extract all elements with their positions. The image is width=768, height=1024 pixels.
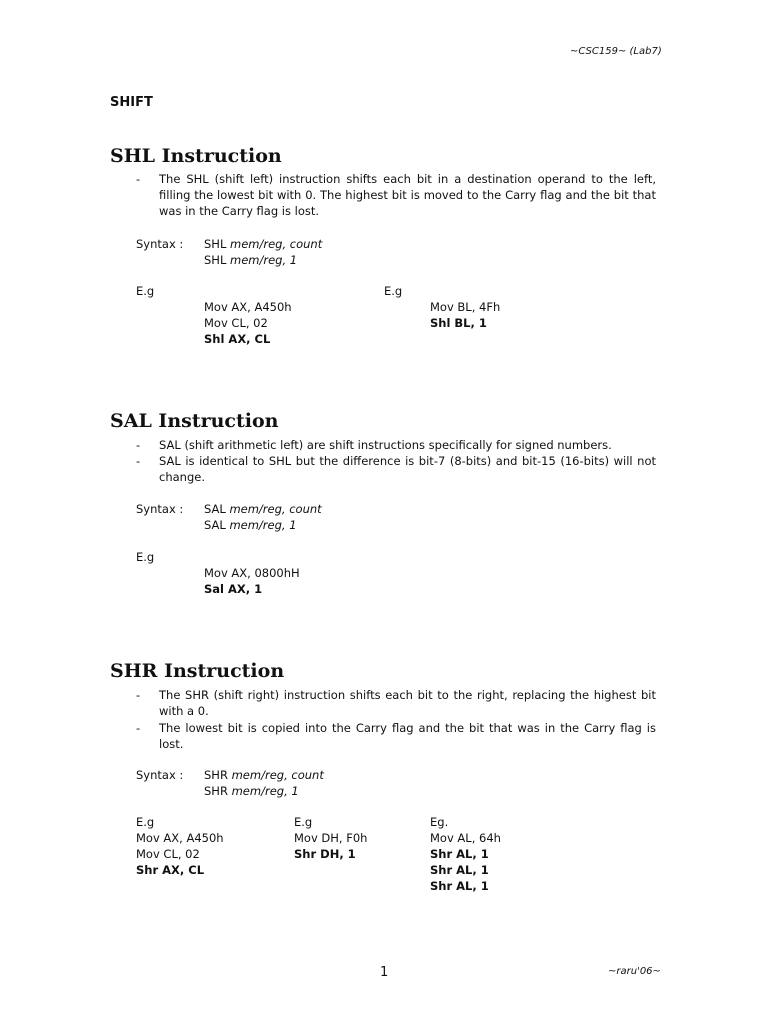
shr-heading: SHR Instruction — [110, 660, 285, 682]
shl-syntax-label: Syntax : — [136, 237, 184, 251]
syntax-args: mem/reg, 1 — [231, 784, 299, 798]
code-line: Mov CL, 02 — [136, 847, 200, 861]
sal-heading: SAL Instruction — [110, 410, 279, 432]
syntax-op: SHL — [204, 237, 227, 251]
bullet-dash: - — [136, 721, 141, 735]
syntax-args: mem/reg, count — [231, 768, 324, 782]
syntax-op: SAL — [204, 518, 226, 532]
shl-syntax-line-1 — [204, 236, 322, 252]
page-number: 1 — [380, 965, 389, 980]
shl-bullet-1 — [136, 171, 656, 221]
sal-syntax-label: Syntax : — [136, 502, 184, 516]
course-header: ~CSC159~ (Lab7) — [570, 46, 662, 57]
syntax-op: SHL — [204, 253, 227, 267]
code-line: Mov AX, A450h — [136, 831, 224, 845]
sal-syntax-line-1 — [204, 501, 322, 517]
shr-syntax-label: Syntax : — [136, 768, 184, 782]
code-line: Mov BL, 4Fh — [430, 300, 501, 314]
code-line: Shr AX, CL — [136, 863, 205, 877]
syntax-op: SHR — [204, 768, 228, 782]
syntax-args: mem/reg, 1 — [230, 253, 298, 267]
shr-example-3-label: Eg. — [430, 815, 449, 829]
shr-bullet-2 — [136, 720, 656, 754]
document-title: SHIFT — [110, 95, 153, 110]
bullet-dash: - — [136, 172, 141, 186]
code-line: Mov AL, 64h — [430, 831, 501, 845]
syntax-op: SAL — [204, 502, 226, 516]
shl-heading: SHL Instruction — [110, 145, 282, 167]
shl-example-2-label: E.g — [384, 284, 403, 298]
bullet-text: SAL is identical to SHL but the difference is bit-7 (8-bits) and bit-15 (16-bits) will not change. — [159, 454, 656, 484]
sal-bullet-1 — [136, 437, 656, 453]
code-line: Mov CL, 02 — [204, 316, 268, 330]
code-line: Shl AX, CL — [204, 332, 271, 346]
shr-syntax-line-1 — [204, 767, 324, 783]
code-line: Sal AX, 1 — [204, 582, 263, 596]
syntax-args: mem/reg, count — [230, 237, 323, 251]
bullet-dash: - — [136, 438, 141, 452]
syntax-op: SHR — [204, 784, 228, 798]
code-line: Shr DH, 1 — [294, 847, 356, 861]
bullet-text: The SHR (shift right) instruction shifts each bit to the right, replacing the highest bit with a 0. — [159, 688, 656, 718]
sal-syntax-line-2 — [204, 517, 297, 533]
bullet-dash: - — [136, 688, 141, 702]
shl-example-1-label: E.g — [136, 284, 155, 298]
bullet-text: The SHL (shift left) instruction shifts each bit in a destination operand to the left, filling the lowest bit with 0. The highest bit is moved to the Carry flag and the bit that was in the Carry flag is lost. — [159, 172, 656, 218]
bullet-text: SAL (shift arithmetic left) are shift instructions specifically for signed numbers. — [159, 438, 612, 452]
code-line: Shr AL, 1 — [430, 847, 489, 861]
shr-bullet-1 — [136, 687, 656, 721]
shl-syntax-line-2 — [204, 252, 297, 268]
code-line: Mov AX, 0800hH — [204, 566, 300, 580]
bullet-dash: - — [136, 454, 141, 468]
code-line: Shr AL, 1 — [430, 879, 489, 893]
shr-example-1-label: E.g — [136, 815, 155, 829]
shr-example-2-label: E.g — [294, 815, 313, 829]
code-line: Shl BL, 1 — [430, 316, 487, 330]
syntax-args: mem/reg, count — [229, 502, 322, 516]
sal-bullet-2 — [136, 453, 656, 487]
code-line: Shr AL, 1 — [430, 863, 489, 877]
code-line: Mov AX, A450h — [204, 300, 292, 314]
sal-example-label: E.g — [136, 550, 155, 564]
code-line: Mov DH, F0h — [294, 831, 368, 845]
author-footer: ~raru'06~ — [608, 966, 661, 977]
bullet-text: The lowest bit is copied into the Carry flag and the bit that was in the Carry flag is lost. — [159, 721, 656, 751]
syntax-args: mem/reg, 1 — [229, 518, 297, 532]
shr-syntax-line-2 — [204, 783, 299, 799]
